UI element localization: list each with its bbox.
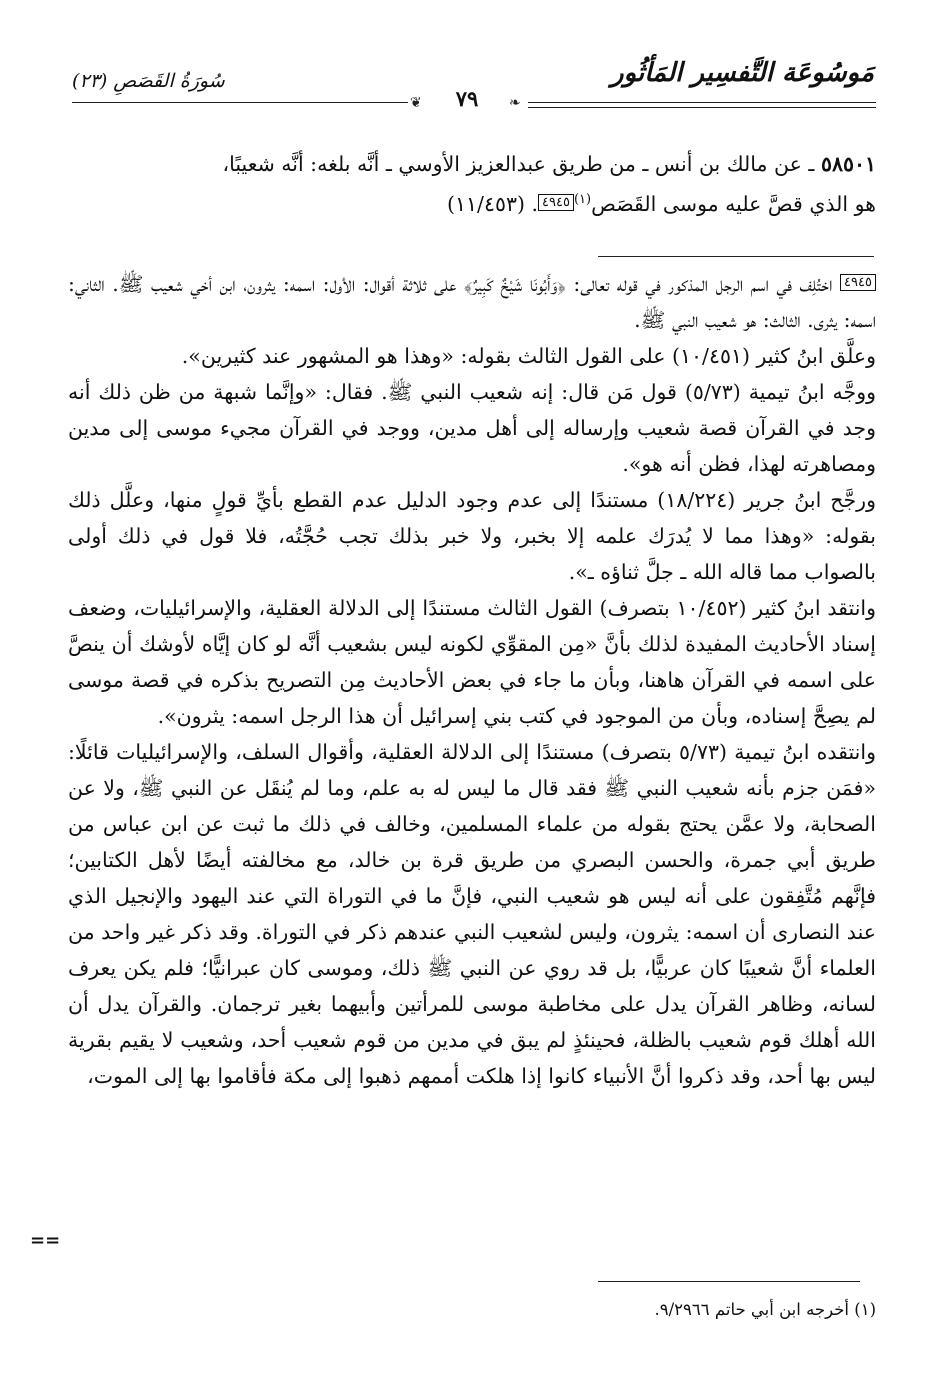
commentary-block xyxy=(68,266,876,1094)
header-rule-right xyxy=(528,102,876,103)
surah-title: سُورَةُ القَصَصِ (٢٣) xyxy=(72,70,225,92)
continuation-mark: == xyxy=(30,1230,61,1251)
commentary-paragraph: ووجَّه ابنُ تيمية (٥/٧٣) قول مَن قال: إنه شعيب النبي ﷺ. فقال: «وإنَّما شبهة من ظن ذلك أنه وجد في القرآن قصة شعيب وإرساله إلى أهل مدين، ووجد في القرآن مجيء موسى إلى مدين ومصاهرته لهذا، فظن أنه هو». xyxy=(68,380,877,476)
narration-text-2: هو الذي قصَّ عليه موسى القَصَص xyxy=(591,192,876,216)
commentary-separator xyxy=(598,256,874,257)
header-rule-right-thin xyxy=(528,107,876,108)
narration-line-2 xyxy=(68,182,876,222)
book-title: مَوسُوعَة التَّفسِير المَأثُور xyxy=(611,58,874,88)
footnote-rule xyxy=(598,1281,860,1282)
footnote: (١) أخرجه ابن أبي حاتم ٩/٢٩٦٦. xyxy=(654,1300,876,1319)
commentary-paragraph xyxy=(68,266,876,338)
ornament-right-icon: ❧ xyxy=(509,95,521,111)
commentary-paragraph-text: اختُلِف في اسم الرجل المذكور في قوله تعالى: ﴿وَأَبُونَا شَيْخٌ كَبِيرٌ﴾ على ثلاثة أقوال: الأول: اسمه: يثرون، ابن أخي شعيب ﷺ. الثاني: اسمه: يثرى. الثالث: هو شعيب النبي ﷺ. xyxy=(68,272,876,332)
narration-line-1 xyxy=(68,146,876,182)
narration-source: . (١١/٤٥٣) xyxy=(447,192,539,216)
narration-number: ٥٨٥٠١ xyxy=(820,152,876,176)
commentary-paragraph: ورجَّح ابنُ جرير (١٨/٢٢٤) مستندًا إلى عدم وجود الدليل عدم القطع بأيِّ قولٍ منها، وعلَّل ذلك بقوله: «وهذا مما لا يُدرَك علمه إلا بخبر، ولا خبر بذلك تجب حُجَّتُه، فلا قول في ذلك أولى بالصواب مما قاله الله ـ جلَّ ثناؤه ـ». xyxy=(68,488,876,584)
commentary-paragraph: وعلَّق ابنُ كثير (١٠/٤٥١) على القول الثالث بقوله: «وهذا هو المشهور عند كثيرين». xyxy=(181,344,876,368)
page-number: ٧٩ xyxy=(455,86,479,111)
note-reference-box[interactable]: ٤٩٤٥ xyxy=(538,194,574,211)
commentary-paragraph: وانتقد ابنُ كثير (١٠/٤٥٢ بتصرف) القول الثالث مستندًا إلى الدلالة العقلية، والإسرائيليات، وضعف إسناد الأحاديث المفيدة لذلك بأنَّ «مِن المقوِّي لكونه ليس بشعيب أنَّه لو كان إيَّاه لأوشك أن ينصَّ على اسمه في القرآن هاهنا، وبأن ما جاء في بعض الأحاديث مِن التصريح بذكره في قصة موسى لم يصِحَّ إسناده، وبأن من الموجود في كتب بني إسرائيل أن هذا الرجل اسمه: يثرون». xyxy=(68,596,876,728)
narration-block xyxy=(68,146,876,222)
ornament-left-icon: ❦ xyxy=(410,95,422,111)
header-rule-left xyxy=(72,102,408,103)
narration-text-1: ـ عن مالك بن أنس ـ من طريق عبدالعزيز الأوسي ـ أنَّه بلغه: أنَّه شعيبًا، xyxy=(222,152,815,176)
footnote-marker[interactable]: (١) xyxy=(573,192,592,207)
commentary-paragraph: وانتقده ابنُ تيمية (٥/٧٣ بتصرف) مستندًا إلى الدلالة العقلية، وأقوال السلف، والإسرائيليات قائلًا: «فمَن جزم بأنه شعيب النبي ﷺ فقد قال ما ليس له به علم، وما لم يُنقَل عن النبي ﷺ، ولا عن الصحابة، ولا عمَّن يحتج بقوله من علماء المسلمين، وخالف في ذلك ما ثبت عن ابن عباس من طريق أبي جمرة، والحسن البصري من طريق قرة بن خالد، مع مخالفته أيضًا لأهل الكتابين؛ فإنَّهم مُتَّفِقون على أنه ليس هو شعيب النبي، فإنَّ ما في التوراة التي عند اليهود والإنجيل الذي عند النصارى أن اسمه: يثرون، وليس لشعيب النبي عندهم ذكر في التوراة. وقد ذكر غير واحد من العلماء أنَّ شعيبًا كان عربيًّا، بل قد روي عن النبي ﷺ ذلك، وموسى كان عبرانيًّا؛ فلم يكن يعرف لسانه، وظاهر القرآن يدل على مخاطبة موسى للمرأتين وأبيهما بغير ترجمان. والقرآن يدل أن الله أهلك قوم شعيب بالظلة، فحينئذٍ لم يبق في مدين من قوم شعيب أحد، وشعيب لا يقيم بقرية ليس بها أحد، وقد ذكروا أنَّ الأنبياء كانوا إذا هلكت أممهم ذهبوا إلى مكة فأقاموا بها إلى الموت، xyxy=(68,740,876,1088)
commentary-note-number: ٤٩٤٥ xyxy=(840,274,876,291)
